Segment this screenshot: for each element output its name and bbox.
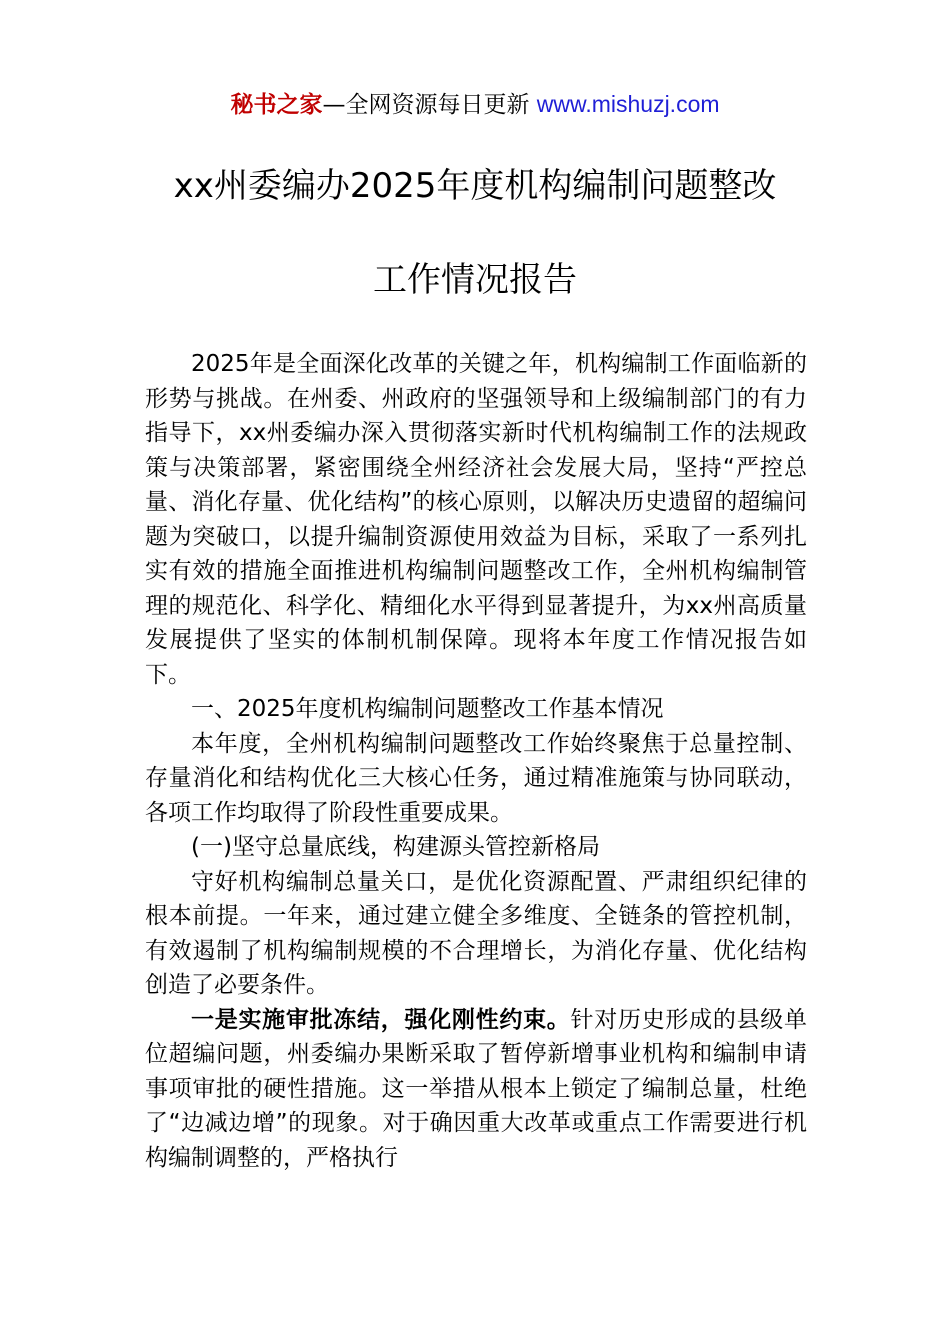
document-title-line1: xx州委编办2025年度机构编制问题整改 <box>173 166 777 206</box>
point1-lead: 一是实施审批冻结，强化刚性约束。 <box>191 1006 571 1033</box>
section1-heading: 一、2025年度机构编制问题整改工作基本情况 <box>191 696 664 722</box>
section1-paragraph: 本年度，全州机构编制问题整改工作始终聚焦于总量控制、存量消化和结构优化三大核心任务，通过精准施策与协同联动，各项工作均取得了阶段性重要成果。 <box>145 730 807 826</box>
site-brand: 秘书之家 <box>230 92 323 118</box>
site-banner <box>0 88 950 121</box>
subsection1-paragraph: 守好机构编制总量关口，是优化资源配置、严肃组织纪律的根本前提。一年来，通过建立健全多维度、全链条的管控机制，有效遏制了机构编制规模的不合理增长，为消化存量、优化结构创造了必要条件。 <box>145 868 807 998</box>
document-title-line2: 工作情况报告 <box>373 260 577 300</box>
point1-paragraph <box>145 1003 807 1176</box>
document-body <box>145 347 807 1175</box>
site-tagline: —全网资源每日更新 <box>322 92 537 118</box>
site-url-link[interactable]: www.mishuzj.com <box>536 91 720 117</box>
point1-text: 针对历史形成的县级单位超编问题，州委编办果断采取了暂停新增事业机构和编制申请事项审批的硬性措施。这一举措从根本上锁定了编制总量，杜绝了“边减边增”的现象。对于确因重大改革或重点工作需要进行机构编制调整的，严格执行 <box>145 1006 808 1171</box>
intro-paragraph: 2025年是全面深化改革的关键之年，机构编制工作面临新的形势与挑战。在州委、州政府的坚强领导和上级编制部门的有力指导下，xx州委编办深入贯彻落实新时代机构编制工作的法规政策与决策部署，紧密围绕全州经济社会发展大局，坚持“严控总量、消化存量、优化结构”的核心原则，以解决历史遗留的超编问题为突破口，以提升编制资源使用效益为目标，采取了一系列扎实有效的措施全面推进机构编制问题整改工作，全州机构编制管理的规范化、科学化、精细化水平得到显著提升，为xx州高质量发展提供了坚实的体制机制保障。现将本年度工作情况报告如下。 <box>145 351 807 688</box>
subsection1-heading: (一)坚守总量底线，构建源头管控新格局 <box>191 834 600 860</box>
